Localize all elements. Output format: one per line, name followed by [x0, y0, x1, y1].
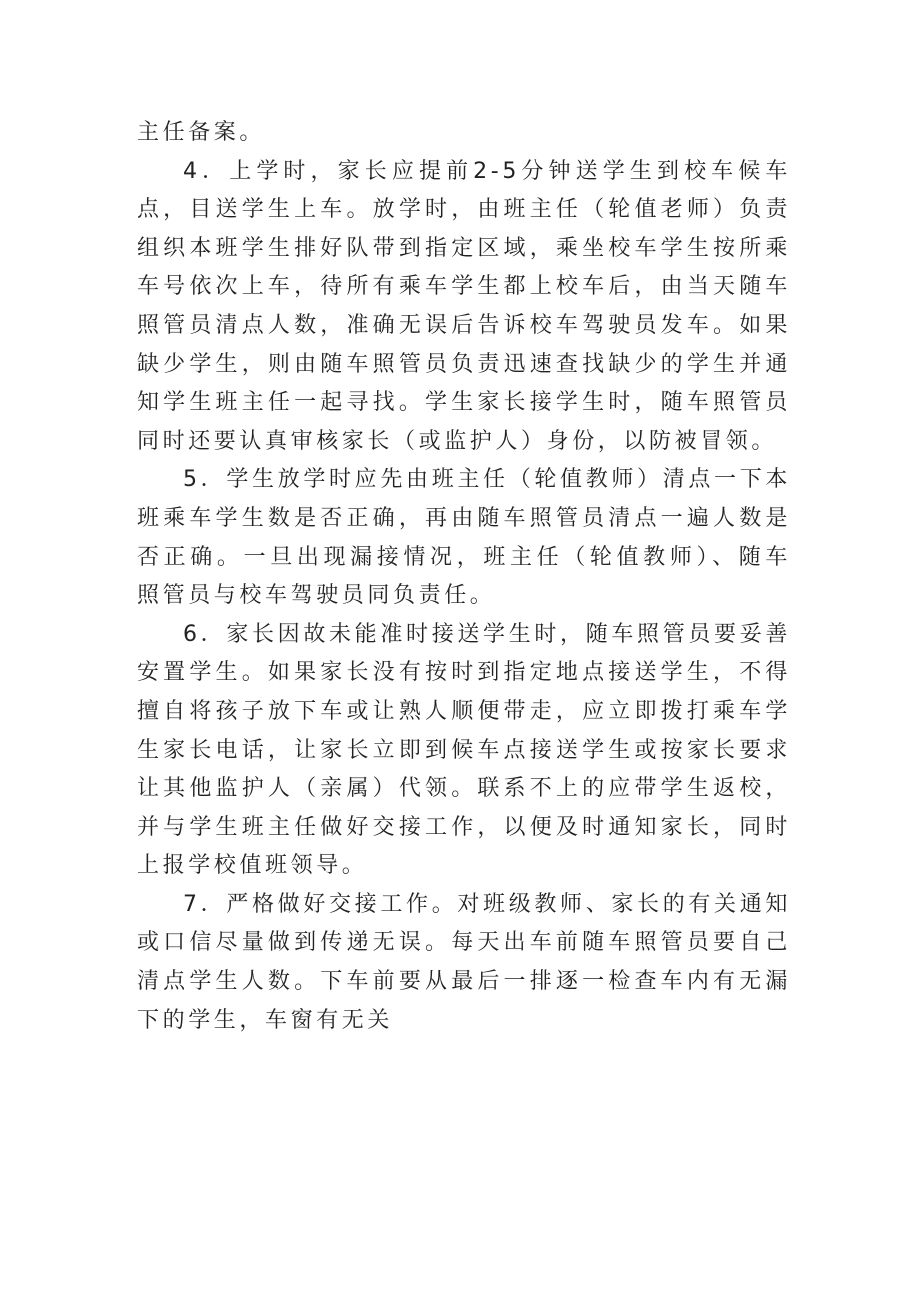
paragraph-continuation: 主任备案。	[137, 120, 266, 145]
paragraph-item-4: 4．上学时，家长应提前2-5分钟送学生到校车候车点，目送学生上车。放学时，由班主任（轮值老师）负责组织本班学生排好队带到指定区域，乘坐校车学生按所乘车号依次上车，待所有乘车学生都上校车后，由当天随车照管员清点人数，准确无误后告诉校车驾驶员发车。如果缺少学生，则由随车照管员负责迅速查找缺少的学生并通知学生班主任一起寻找。学生家长接学生时，随车照管员同时还要认真审核家长（或监护人）身份，以防被冒领。	[137, 158, 791, 454]
paragraph-item-6: 6．家长因故未能准时接送学生时，随车照管员要妥善安置学生。如果家长没有按时到指定地点接送学生，不得擅自将孩子放下车或让熟人顺便带走，应立即拨打乘车学生家长电话，让家长立即到候车点接送学生或按家长要求让其他监护人（亲属）代领。联系不上的应带学生返校，并与学生班主任做好交接工作，以便及时通知家长，同时上报学校值班领导。	[137, 621, 791, 879]
document-body	[137, 114, 791, 1040]
paragraph-item-7: 7．严格做好交接工作。对班级教师、家长的有关通知或口信尽量做到传递无误。每天出车前随车照管员要自己清点学生人数。下车前要从最后一排逐一检查车内有无漏下的学生，车窗有无关	[137, 891, 791, 1033]
paragraph-item-5: 5．学生放学时应先由班主任（轮值教师）清点一下本班乘车学生数是否正确，再由随车照管员清点一遍人数是否正确。一旦出现漏接情况，班主任（轮值教师）、随车照管员与校车驾驶员同负责任。	[137, 467, 791, 609]
